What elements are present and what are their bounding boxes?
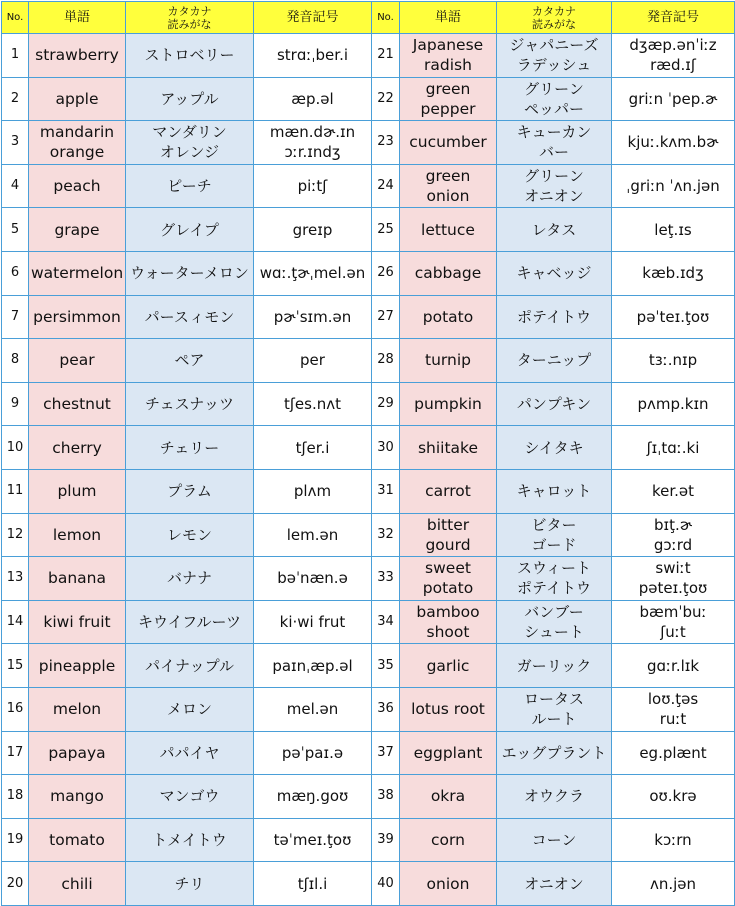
header-no-left: No. — [2, 2, 29, 34]
cell-ipa-right: ʃɪˌtɑː.ki — [612, 426, 735, 470]
cell-kana-right: スウィート ポテイトウ — [497, 557, 612, 601]
cell-no-right: 30 — [372, 426, 400, 470]
cell-no-right: 31 — [372, 469, 400, 513]
table-row — [2, 426, 735, 470]
cell-no-left: 19 — [2, 818, 29, 862]
cell-kana-left: グレイプ — [126, 208, 254, 252]
cell-ipa-right: pʌmp.kɪn — [612, 382, 735, 426]
cell-kana-right: オニオン — [497, 862, 612, 906]
table-row — [2, 644, 735, 688]
cell-kana-right: ガーリック — [497, 644, 612, 688]
cell-word-left: banana — [29, 557, 126, 601]
cell-ipa-left: plʌm — [254, 469, 372, 513]
cell-ipa-left: mæn.dɚ.ɪn ɔːr.ɪndʒ — [254, 121, 372, 165]
cell-kana-right: パンプキン — [497, 382, 612, 426]
cell-no-left: 17 — [2, 731, 29, 775]
cell-ipa-left: ki·wi frut — [254, 600, 372, 644]
cell-no-right: 34 — [372, 600, 400, 644]
cell-kana-right: シイタキ — [497, 426, 612, 470]
cell-no-left: 1 — [2, 34, 29, 78]
cell-word-left: pear — [29, 339, 126, 383]
cell-kana-left: キウイフルーツ — [126, 600, 254, 644]
cell-ipa-right: leţ.ɪs — [612, 208, 735, 252]
cell-word-right: garlic — [400, 644, 497, 688]
cell-no-left: 9 — [2, 382, 29, 426]
cell-word-left: strawberry — [29, 34, 126, 78]
cell-no-right: 24 — [372, 164, 400, 208]
cell-ipa-left: paɪnˌæp.əl — [254, 644, 372, 688]
cell-no-left: 16 — [2, 687, 29, 731]
header-no-right: No. — [372, 2, 400, 34]
cell-kana-right: キャロット — [497, 469, 612, 513]
cell-word-left: mango — [29, 775, 126, 819]
cell-no-right: 39 — [372, 818, 400, 862]
table-row — [2, 687, 735, 731]
cell-word-right: eggplant — [400, 731, 497, 775]
cell-no-left: 5 — [2, 208, 29, 252]
cell-word-left: persimmon — [29, 295, 126, 339]
cell-ipa-right: kɔːrn — [612, 818, 735, 862]
table-body — [2, 34, 735, 906]
cell-kana-right: グリーン オニオン — [497, 164, 612, 208]
cell-ipa-left: mæŋ.goʊ — [254, 775, 372, 819]
cell-kana-left: チェスナッツ — [126, 382, 254, 426]
cell-kana-right: キューカン バー — [497, 121, 612, 165]
cell-no-left: 12 — [2, 513, 29, 557]
cell-no-left: 15 — [2, 644, 29, 688]
table-row — [2, 557, 735, 601]
cell-ipa-right: kæb.ɪdʒ — [612, 251, 735, 295]
cell-kana-left: ペア — [126, 339, 254, 383]
table-row — [2, 382, 735, 426]
cell-word-left: pineapple — [29, 644, 126, 688]
cell-no-right: 29 — [372, 382, 400, 426]
cell-no-right: 25 — [372, 208, 400, 252]
cell-ipa-right: bɪţ.ɚ gɔːrd — [612, 513, 735, 557]
cell-word-left: chestnut — [29, 382, 126, 426]
cell-ipa-right: loʊ.ţəs ruːt — [612, 687, 735, 731]
cell-kana-right: ターニップ — [497, 339, 612, 383]
cell-word-right: lotus root — [400, 687, 497, 731]
cell-kana-right: ポテイトウ — [497, 295, 612, 339]
cell-ipa-right: bæmˈbuː ʃuːt — [612, 600, 735, 644]
cell-ipa-left: strɑːˌber.i — [254, 34, 372, 78]
cell-no-left: 2 — [2, 77, 29, 121]
header-ipa-right: 発音記号 — [612, 2, 735, 34]
cell-word-right: turnip — [400, 339, 497, 383]
cell-kana-left: バナナ — [126, 557, 254, 601]
cell-ipa-right: gɑːr.lɪk — [612, 644, 735, 688]
cell-ipa-right: pəˈteɪ.ţoʊ — [612, 295, 735, 339]
cell-no-right: 40 — [372, 862, 400, 906]
cell-kana-left: ストロベリー — [126, 34, 254, 78]
cell-no-left: 13 — [2, 557, 29, 601]
cell-word-left: plum — [29, 469, 126, 513]
cell-word-left: melon — [29, 687, 126, 731]
cell-no-left: 8 — [2, 339, 29, 383]
cell-word-right: cucumber — [400, 121, 497, 165]
table-row — [2, 164, 735, 208]
cell-kana-left: パースィモン — [126, 295, 254, 339]
cell-kana-right: キャベッジ — [497, 251, 612, 295]
header-word-right: 単語 — [400, 2, 497, 34]
cell-no-right: 35 — [372, 644, 400, 688]
cell-kana-right: ロータス ルート — [497, 687, 612, 731]
cell-ipa-left: pɚˈsɪm.ən — [254, 295, 372, 339]
cell-word-right: carrot — [400, 469, 497, 513]
cell-kana-left: レモン — [126, 513, 254, 557]
cell-no-right: 33 — [372, 557, 400, 601]
cell-ipa-left: təˈmeɪ.ţoʊ — [254, 818, 372, 862]
cell-word-left: mandarin orange — [29, 121, 126, 165]
cell-kana-right: バンブー シュート — [497, 600, 612, 644]
cell-no-left: 20 — [2, 862, 29, 906]
cell-ipa-left: tʃer.i — [254, 426, 372, 470]
cell-word-right: Japanese radish — [400, 34, 497, 78]
cell-kana-left: トメイトウ — [126, 818, 254, 862]
cell-ipa-right: oʊ.krə — [612, 775, 735, 819]
table-row — [2, 339, 735, 383]
table-row — [2, 77, 735, 121]
cell-ipa-right: ˌgriːn ˈʌn.jən — [612, 164, 735, 208]
cell-word-right: cabbage — [400, 251, 497, 295]
cell-kana-left: マンダリン オレンジ — [126, 121, 254, 165]
cell-ipa-right: dʒæp.ənˈiːz ræd.ɪʃ — [612, 34, 735, 78]
cell-no-right: 37 — [372, 731, 400, 775]
cell-kana-left: パパイヤ — [126, 731, 254, 775]
cell-no-left: 3 — [2, 121, 29, 165]
cell-word-right: pumpkin — [400, 382, 497, 426]
cell-ipa-right: kjuː.kʌm.bɚ — [612, 121, 735, 165]
cell-no-right: 27 — [372, 295, 400, 339]
cell-word-right: bitter gourd — [400, 513, 497, 557]
cell-no-left: 18 — [2, 775, 29, 819]
cell-ipa-right: griːn ˈpep.ɚ — [612, 77, 735, 121]
cell-kana-left: チェリー — [126, 426, 254, 470]
cell-ipa-right: ker.ət — [612, 469, 735, 513]
vocabulary-table — [1, 1, 735, 906]
table-row — [2, 731, 735, 775]
cell-kana-right: エッグプラント — [497, 731, 612, 775]
cell-ipa-right: ʌn.jən — [612, 862, 735, 906]
cell-ipa-left: mel.ən — [254, 687, 372, 731]
cell-no-left: 7 — [2, 295, 29, 339]
cell-no-left: 14 — [2, 600, 29, 644]
cell-no-left: 10 — [2, 426, 29, 470]
cell-ipa-left: pəˈpaɪ.ə — [254, 731, 372, 775]
header-kana-right: カタカナ 読みがな — [497, 2, 612, 34]
cell-word-right: potato — [400, 295, 497, 339]
cell-kana-right: ジャパニーズ ラデッシュ — [497, 34, 612, 78]
cell-word-right: green pepper — [400, 77, 497, 121]
cell-ipa-left: bəˈnæn.ə — [254, 557, 372, 601]
cell-no-left: 6 — [2, 251, 29, 295]
cell-word-left: tomato — [29, 818, 126, 862]
cell-no-right: 21 — [372, 34, 400, 78]
table-row — [2, 208, 735, 252]
cell-ipa-left: greɪp — [254, 208, 372, 252]
table-row — [2, 862, 735, 906]
cell-kana-right: ビター ゴード — [497, 513, 612, 557]
cell-word-left: papaya — [29, 731, 126, 775]
cell-kana-left: ウォーターメロン — [126, 251, 254, 295]
header-row — [2, 2, 735, 34]
header-ipa-left: 発音記号 — [254, 2, 372, 34]
cell-no-right: 23 — [372, 121, 400, 165]
cell-ipa-left: per — [254, 339, 372, 383]
cell-ipa-right: tɜː.nɪp — [612, 339, 735, 383]
cell-word-left: cherry — [29, 426, 126, 470]
cell-ipa-left: piːtʃ — [254, 164, 372, 208]
cell-word-left: peach — [29, 164, 126, 208]
header-word-left: 単語 — [29, 2, 126, 34]
cell-kana-right: オウクラ — [497, 775, 612, 819]
cell-no-left: 4 — [2, 164, 29, 208]
table-row — [2, 600, 735, 644]
cell-kana-right: レタス — [497, 208, 612, 252]
cell-ipa-left: wɑː.ţɚˌmel.ən — [254, 251, 372, 295]
cell-word-left: grape — [29, 208, 126, 252]
table-row — [2, 513, 735, 557]
cell-word-right: shiitake — [400, 426, 497, 470]
cell-no-right: 38 — [372, 775, 400, 819]
cell-word-left: kiwi fruit — [29, 600, 126, 644]
cell-word-right: bamboo shoot — [400, 600, 497, 644]
cell-no-right: 32 — [372, 513, 400, 557]
cell-word-right: corn — [400, 818, 497, 862]
cell-kana-left: ピーチ — [126, 164, 254, 208]
cell-ipa-left: tʃes.nʌt — [254, 382, 372, 426]
cell-kana-left: プラム — [126, 469, 254, 513]
table-row — [2, 251, 735, 295]
cell-ipa-left: lem.ən — [254, 513, 372, 557]
cell-ipa-right: swiːt pəteɪ.ţoʊ — [612, 557, 735, 601]
cell-word-left: watermelon — [29, 251, 126, 295]
cell-no-left: 11 — [2, 469, 29, 513]
cell-word-right: lettuce — [400, 208, 497, 252]
table-row — [2, 295, 735, 339]
table-row — [2, 469, 735, 513]
cell-word-left: apple — [29, 77, 126, 121]
table-row — [2, 818, 735, 862]
cell-ipa-left: tʃɪl.i — [254, 862, 372, 906]
cell-word-right: okra — [400, 775, 497, 819]
cell-no-right: 22 — [372, 77, 400, 121]
cell-kana-left: パイナップル — [126, 644, 254, 688]
cell-kana-left: チリ — [126, 862, 254, 906]
cell-kana-right: グリーン ペッパー — [497, 77, 612, 121]
cell-kana-left: アップル — [126, 77, 254, 121]
cell-word-right: onion — [400, 862, 497, 906]
table-row — [2, 121, 735, 165]
cell-word-left: lemon — [29, 513, 126, 557]
cell-kana-left: メロン — [126, 687, 254, 731]
table-row — [2, 775, 735, 819]
cell-no-right: 26 — [372, 251, 400, 295]
cell-ipa-right: eg.plænt — [612, 731, 735, 775]
header-kana-left: カタカナ 読みがな — [126, 2, 254, 34]
cell-word-left: chili — [29, 862, 126, 906]
cell-kana-left: マンゴウ — [126, 775, 254, 819]
cell-ipa-left: æp.əl — [254, 77, 372, 121]
cell-kana-right: コーン — [497, 818, 612, 862]
table-row — [2, 34, 735, 78]
cell-no-right: 28 — [372, 339, 400, 383]
cell-no-right: 36 — [372, 687, 400, 731]
cell-word-right: sweet potato — [400, 557, 497, 601]
cell-word-right: green onion — [400, 164, 497, 208]
